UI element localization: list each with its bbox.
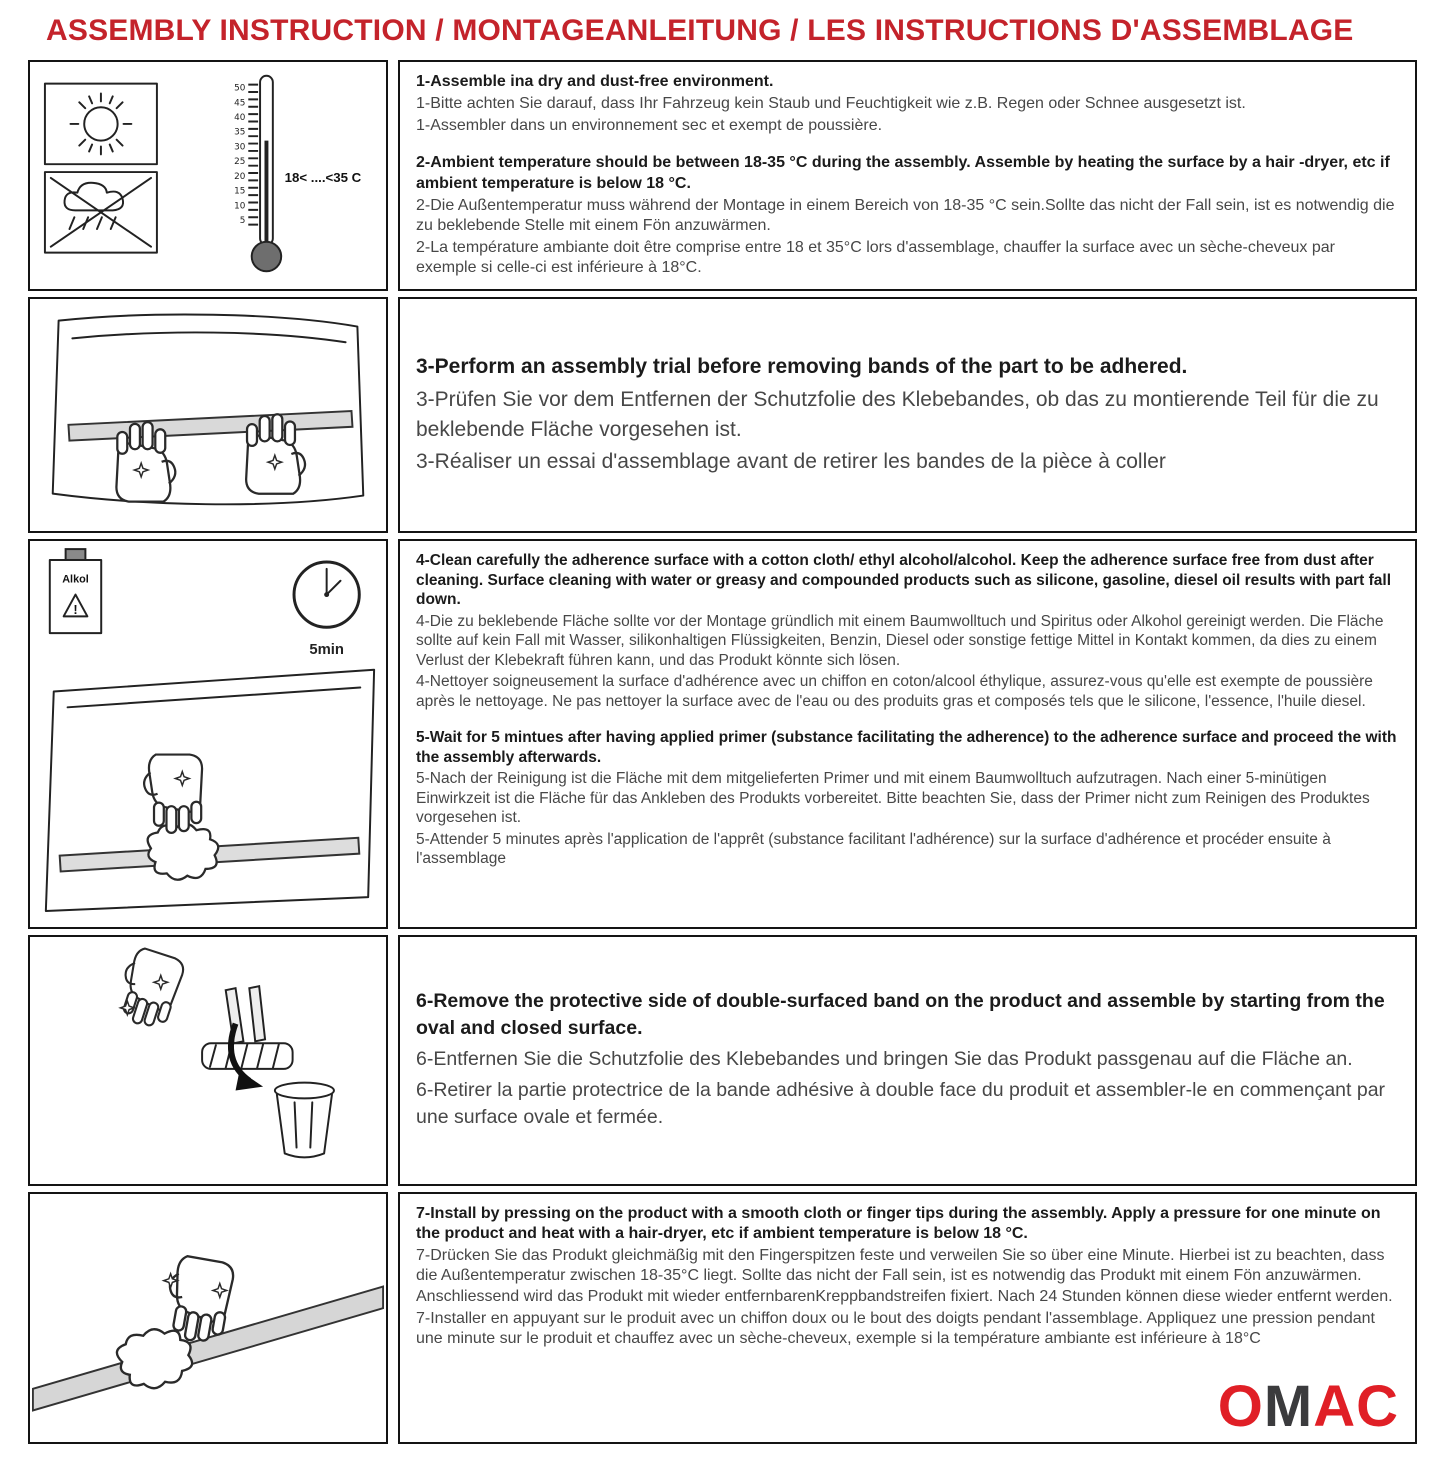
alcohol-bottle-icon	[50, 549, 101, 633]
svg-text:15: 15	[234, 186, 246, 197]
instruction-1-de: 1-Bitte achten Sie darauf, dass Ihr Fahrzeug kein Staub und Feuchtigkeit wie z.B. Regen oder Schnee ausgesetzt ist.	[416, 95, 1246, 113]
clock-icon	[294, 562, 359, 658]
pressing-hand	[114, 1254, 236, 1394]
environment-illustration-box	[28, 60, 388, 291]
thermometer-icon	[234, 76, 362, 271]
tape-removal-illustration	[32, 939, 384, 1182]
alcohol-bottle-label: Alkol	[62, 573, 89, 586]
svg-text:10: 10	[234, 201, 246, 212]
instruction-6-fr: 6-Retirer la partie protectrice de la bande adhésive à double face du produit et assembler-le en commençant par une surface ovale et fermée.	[416, 1078, 1386, 1128]
instruction-1-fr: 1-Assembler dans un environnement sec et exempt de poussière.	[416, 117, 883, 135]
trash-can-icon	[275, 1083, 334, 1158]
pressing-illustration	[32, 1196, 384, 1440]
svg-text:5: 5	[239, 216, 246, 227]
environment-illustration	[32, 64, 384, 287]
tape-removal-illustration-box	[28, 935, 388, 1186]
omac-logo	[1217, 1374, 1399, 1439]
step-4-5-text	[398, 539, 1417, 929]
svg-text:40: 40	[234, 112, 246, 123]
svg-text:25: 25	[234, 157, 246, 168]
step-1-2-text	[398, 60, 1417, 291]
omac-logo-letter-o: O	[1217, 1374, 1264, 1439]
instruction-7-fr: 7-Installer en appuyant sur le produit avec un chiffon doux ou le bout des doigts pendant l'assemblage. Appliquez une pression pendant une minute sur le produit et chauffez avec un sèche-cheveux, exemple si la température ambiante est inférieure à 18°C	[416, 1309, 1375, 1347]
step-6-text	[398, 935, 1417, 1186]
row-step-1-2	[28, 60, 1417, 291]
protective-band-strips	[202, 986, 293, 1069]
door-trim-illustration	[32, 301, 384, 529]
cleaning-illustration-box	[28, 539, 388, 929]
instruction-2-fr: 2-La température ambiante doit être comprise entre 18 et 35°C lors d'assemblage, chauffer la surface avec un sèche-cheveux par exemple si celle-ci est inférieure à 18°C.	[416, 239, 1335, 277]
no-rain-icon	[45, 172, 157, 253]
instruction-4-en: 4-Clean carefully the adherence surface with a cotton cloth/ ethyl alcohol/alcohol. Keep the adherence surface free from dust after cleaning. Surface cleaning with water or greasy and compounded products such as silicone, gasoline, diesel oil results with part fall down.	[416, 552, 1392, 609]
instruction-7-en: 7-Install by pressing on the product with a smooth cloth or finger tips during the assembly. Apply a pressure for one minute on the product and heat with a hair-dryer, etc if ambient temperature is below 18 °C.	[416, 1205, 1381, 1243]
pressing-illustration-box	[28, 1192, 388, 1444]
instruction-5-de: 5-Nach der Reinigung ist die Fläche mit dem mitgelieferten Primer und mit einem Baumwolltuch aufzutragen. Nach einer 5-minütigen Einwirkzeit ist die Fläche für das Ankleben des Produkts vorbereitet. Bitte beachten Sie, dass der Primer nicht zum Reinigen des Produktes vorgesehen ist.	[416, 770, 1370, 827]
instruction-3-en: 3-Perform an assembly trial before removing bands of the part to be adhered.	[416, 354, 1188, 378]
assembly-instruction-sheet	[0, 14, 1445, 1444]
instruction-3-de: 3-Prüfen Sie vor dem Entfernen der Schutzfolie des Klebebandes, ob das zu montierende Teil für die zu beklebende Fläche vorgesehen ist.	[416, 387, 1379, 441]
svg-text:50: 50	[234, 83, 246, 94]
row-step-4-5	[28, 539, 1417, 929]
step-3-text	[398, 297, 1417, 533]
instruction-2-en: 2-Ambient temperature should be between 18-35 °C during the assembly. Assemble by heating the surface by a hair -dryer, etc if ambient temperature is below 18 °C.	[416, 154, 1390, 192]
warning-triangle-icon	[64, 595, 88, 617]
omac-logo-letter-m: M	[1263, 1374, 1314, 1439]
instruction-rows	[28, 60, 1417, 1444]
door-panel-sketch	[53, 315, 364, 505]
wiping-panel-sketch	[46, 670, 374, 911]
instruction-7-de: 7-Drücken Sie das Produkt gleichmäßig mit den Fingerspitzen feste und verweilen Sie so über eine Minute. Hierbei ist zu beachten, dass die Außentemperatur zwischen 18-35°C liegt. Sollte das nicht der Fall sein, ist es notwendig das Produkt mit einem Fön anzuwärmen. Anschliessend wird das Produkt mit wieder entfernbarenKreppbandstreifen fixiert. Nach 24 Stunden können diese wieder entfernt werden.	[416, 1247, 1393, 1305]
row-step-3	[28, 297, 1417, 533]
row-step-6	[28, 935, 1417, 1186]
instruction-1-en: 1-Assemble ina dry and dust-free environment.	[416, 73, 774, 90]
omac-logo-letter-c: C	[1356, 1374, 1399, 1439]
instruction-6-en: 6-Remove the protective side of double-surfaced band on the product and assemble by starting from the oval and closed surface.	[416, 990, 1385, 1040]
instruction-2-de: 2-Die Außentemperatur muss während der Montage in einem Bereich von 18-35 °C sein.Sollte das nicht der Fall sein, ist es notwendig die zu beklebende Stelle mit einem Fön anzuwärmen.	[416, 196, 1395, 234]
svg-text:30: 30	[234, 142, 246, 153]
page-title: ASSEMBLY INSTRUCTION / MONTAGEANLEITUNG / LES INSTRUCTIONS D'ASSEMBLAGE	[46, 14, 1354, 47]
cleaning-illustration	[32, 543, 384, 925]
temperature-range-label: 18< ....<35 C	[284, 169, 362, 185]
svg-text:!: !	[73, 601, 78, 617]
instruction-3-fr: 3-Réaliser un essai d'assemblage avant de retirer les bandes de la pièce à coller	[416, 450, 1166, 474]
instruction-5-en: 5-Wait for 5 mintues after having applied primer (substance facilitating the adherence) to the adherence surface and proceed the with the assembly afterwards.	[416, 729, 1397, 766]
instruction-4-de: 4-Die zu beklebende Fläche sollte vor der Montage gründlich mit einem Baumwolltuch und Spiritus oder Alkohol gereinigt werden. Die Fläche sollte auf kein Fall mit Wasser, silikonhaltigen Flüssigkeiten, Benzin, Diesel oder sonstige fettige Mittel in Kontakt kommen, da dies zu einem Verlust der Klebekraft führen kann, und das Produkt könnte sich lösen.	[416, 612, 1384, 669]
sun-icon	[45, 84, 157, 165]
omac-logo-letter-a: A	[1313, 1374, 1357, 1439]
svg-text:45: 45	[234, 98, 246, 109]
five-minutes-label: 5min	[309, 641, 344, 658]
svg-text:20: 20	[234, 171, 246, 182]
instruction-4-fr: 4-Nettoyer soigneusement la surface d'adhérence avec un chiffon en coton/alcool éthylique, assurez-vous qu'elle est exempte de poussière après le nettoyage. Ne pas nettoyer la surface avec de l'eau ou des produits gras et composés tels que le silicone, l'essence, l'huile diesel.	[416, 673, 1373, 710]
instruction-6-de: 6-Entfernen Sie die Schutzfolie des Klebebandes und bringen Sie das Produkt passgenau auf die Fläche an.	[416, 1048, 1353, 1071]
svg-text:35: 35	[234, 127, 246, 138]
step-7-text	[398, 1192, 1417, 1444]
trial-fit-illustration-box	[28, 297, 388, 533]
row-step-7	[28, 1192, 1417, 1444]
peeling-hand	[112, 945, 187, 1032]
instruction-5-fr: 5-Attender 5 minutes après l'application de l'apprêt (substance facilitant l'adhérence) sur la surface d'adhérence et procéder ensuite à l'assemblage	[416, 830, 1331, 868]
